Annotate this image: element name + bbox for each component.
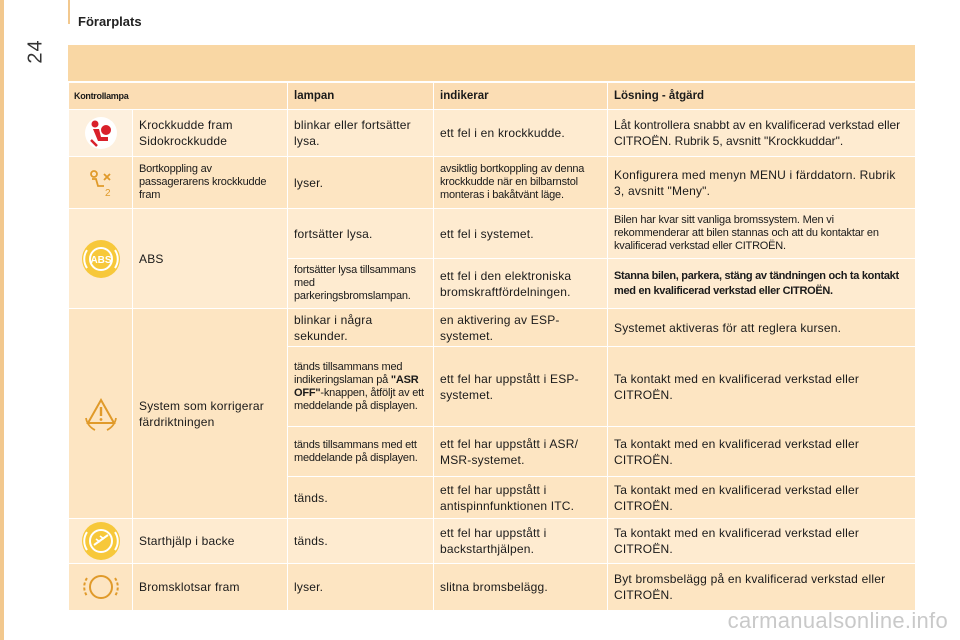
lamp-action: Byt bromsbelägg på en kvalificerad verkstad eller CITROËN. xyxy=(608,564,916,611)
lamp-name: Starthjälp i backe xyxy=(133,519,288,564)
lamp-name: System som korrigerar färdriktningen xyxy=(133,309,288,519)
header-losning: Lösning - åtgärd xyxy=(608,83,916,110)
state-text-post: -knappen, åtföljt av ett meddelande på displayen. xyxy=(294,386,424,412)
section-rule xyxy=(68,0,70,24)
warning-lamp-table xyxy=(68,82,916,611)
table-row xyxy=(69,564,916,611)
airbag-icon xyxy=(84,116,118,150)
lamp-state: lyser. xyxy=(288,564,434,611)
brake-pad-icon xyxy=(81,567,121,607)
icon-cell xyxy=(69,157,133,209)
lamp-meaning: avsiktlig bortkoppling av denna krockkudde när en bilbarnstol monteras i bakåtvänt läge. xyxy=(434,157,608,209)
lamp-name: ABS xyxy=(133,209,288,309)
hill-start-assist-icon xyxy=(81,521,121,561)
lamp-action: Stanna bilen, parkera, stäng av tändningen och ta kontakt med en kvalificerad verkstad eller CITROËN. xyxy=(608,259,916,309)
lamp-meaning: ett fel har uppstått i backstarthjälpen. xyxy=(434,519,608,564)
icon-cell xyxy=(69,564,133,611)
icon-cell xyxy=(69,519,133,564)
icon-cell xyxy=(69,110,133,157)
lamp-state: tänds. xyxy=(288,477,434,519)
passenger-airbag-off-icon xyxy=(84,166,118,200)
lamp-state: fortsätter lysa. xyxy=(288,209,434,259)
svg-text:2: 2 xyxy=(104,187,111,199)
lamp-meaning: ett fel i en krockkudde. xyxy=(434,110,608,157)
section-title: Förarplats xyxy=(78,14,142,29)
page-number: 24 xyxy=(24,39,47,64)
abs-icon xyxy=(81,239,121,279)
lamp-meaning: ett fel har uppstått i antispinnfunktionen ITC. xyxy=(434,477,608,519)
table-row xyxy=(69,309,916,347)
svg-text:ABS: ABS xyxy=(89,254,112,266)
header-indikerar: indikerar xyxy=(434,83,608,110)
lamp-state: lyser. xyxy=(288,157,434,209)
lamp-action: Konfigurera med menyn MENU i färddatorn. Rubrik 3, avsnitt "Meny". xyxy=(608,157,916,209)
left-accent-bar xyxy=(0,0,4,640)
table-header-row xyxy=(69,83,916,110)
state-text-pre: tänds tillsammans med indikeringslaman på xyxy=(294,360,403,386)
lamp-state: tänds. xyxy=(288,519,434,564)
lamp-action: Ta kontakt med en kvalificerad verkstad eller CITROËN. xyxy=(608,427,916,477)
watermark: carmanualsonline.info xyxy=(727,608,948,633)
table-row xyxy=(69,110,916,157)
lamp-name: Bromsklotsar fram xyxy=(133,564,288,611)
table-row xyxy=(69,209,916,259)
header-lampan: lampan xyxy=(288,83,434,110)
lamp-meaning: ett fel har uppstått i ESP-systemet. xyxy=(434,347,608,427)
lamp-action: Ta kontakt med en kvalificerad verkstad eller CITROËN. xyxy=(608,519,916,564)
lamp-meaning: ett fel har uppstått i ASR/ MSR-systemet. xyxy=(434,427,608,477)
esp-warning-icon xyxy=(81,394,121,434)
table-row xyxy=(69,157,916,209)
icon-cell xyxy=(69,209,133,309)
lamp-state: tänds tillsammans med ett meddelande på displayen. xyxy=(288,427,434,477)
lamp-meaning: ett fel i systemet. xyxy=(434,209,608,259)
lamp-action: Ta kontakt med en kvalificerad verkstad eller CITROËN. xyxy=(608,477,916,519)
icon-cell xyxy=(69,309,133,519)
lamp-state: blinkar i några sekunder. xyxy=(288,309,434,347)
asr-off-label: "ASR OFF" xyxy=(294,373,419,399)
lamp-meaning: en aktivering av ESP-systemet. xyxy=(434,309,608,347)
lamp-state xyxy=(288,347,434,427)
lamp-name: Bortkoppling av passagerarens krockkudde fram xyxy=(133,157,288,209)
lamp-name: Krockkudde fram Sidokrockkudde xyxy=(133,110,288,157)
lamp-action: Bilen har kvar sitt vanliga bromssystem. Men vi rekommenderar att bilen stannas och att du kontaktar en kvalificerad verkstad eller CITROËN. xyxy=(608,209,916,259)
table-row xyxy=(69,519,916,564)
header-band xyxy=(68,45,915,81)
lamp-action: Systemet aktiveras för att reglera kursen. xyxy=(608,309,916,347)
lamp-action: Låt kontrollera snabbt av en kvalificerad verkstad eller CITROËN. Rubrik 5, avsnitt "Krockkuddar". xyxy=(608,110,916,157)
lamp-state: fortsätter lysa tillsammans med parkeringsbromslampan. xyxy=(288,259,434,309)
lamp-state: blinkar eller fortsätter lysa. xyxy=(288,110,434,157)
lamp-meaning: ett fel i den elektroniska bromskraftfördelningen. xyxy=(434,259,608,309)
lamp-action: Ta kontakt med en kvalificerad verkstad eller CITROËN. xyxy=(608,347,916,427)
lamp-meaning: slitna bromsbelägg. xyxy=(434,564,608,611)
header-kontrollampa: Kontrollampa xyxy=(69,83,288,110)
